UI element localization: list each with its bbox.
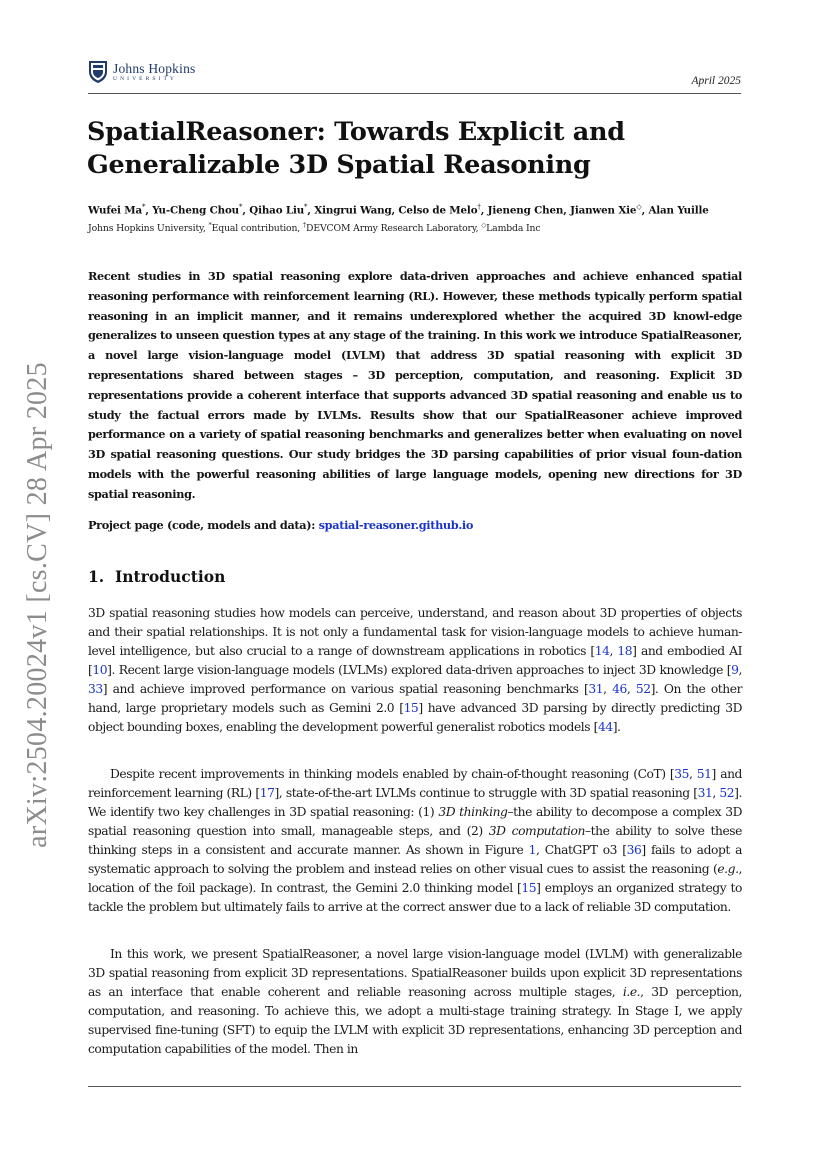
text: , ChatGPT o3 [ bbox=[536, 843, 627, 857]
citation-link[interactable]: 33 bbox=[88, 682, 103, 696]
project-page-line bbox=[88, 518, 473, 532]
text: , bbox=[738, 663, 742, 677]
affiliation-lambda: Lambda Inc bbox=[486, 223, 541, 235]
affiliation-jhu: Johns Hopkins University, bbox=[88, 223, 209, 235]
section-heading bbox=[88, 567, 225, 586]
project-page-label: Project page (code, models and data): bbox=[88, 518, 319, 532]
shield-icon bbox=[88, 60, 108, 84]
logo-name: Johns Hopkins bbox=[113, 60, 196, 76]
paper-title bbox=[87, 116, 737, 182]
citation-link[interactable]: 9 bbox=[731, 663, 739, 677]
text: ] fails to adopt a systematic approach to solving the problem and instead relies on other visual cues to assist the reasoning ( bbox=[88, 843, 742, 876]
text: , 3D perception, computation, and reasoning. To achieve this, we adopt a multi-stage training strategy. In Stage I, we apply supervised fine-tuning (SFT) to equip the LVLM with explicit 3D representations, enhancing 3D perception and computation capabilities of the model. Then in bbox=[88, 985, 742, 1056]
citation-link[interactable]: 10 bbox=[92, 663, 108, 677]
author-name: Jianwen Xie bbox=[570, 204, 637, 217]
emphasis-3d-computation: 3D computation bbox=[488, 824, 585, 838]
intro-paragraph-2 bbox=[88, 765, 742, 917]
author-list: Wufei Ma*, Yu-Cheng Chou*, Qihao Liu*, Xingrui Wang, Celso de Melo†, Jieneng Chen, Jianwen Xie◇, Alan Yuille bbox=[88, 203, 709, 217]
citation-link[interactable]: 52 bbox=[635, 682, 651, 696]
citation-link[interactable]: 31 bbox=[588, 682, 604, 696]
author-mark: † bbox=[477, 203, 481, 211]
citation-link[interactable]: 14 bbox=[594, 644, 610, 658]
section-title: Introduction bbox=[114, 567, 226, 586]
author-mark: * bbox=[304, 203, 308, 211]
text: , bbox=[609, 644, 618, 658]
text: ]. We identify two key challenges in 3D spatial reasoning: (1) bbox=[88, 786, 742, 819]
title-line: SpatialReasoner: Towards Explicit and bbox=[87, 117, 625, 147]
equal-mark: * bbox=[208, 221, 212, 229]
citation-link[interactable]: 17 bbox=[259, 786, 275, 800]
text: ] have advanced 3D parsing by directly predicting 3D object bounding boxes, enabling the development powerful generalist robotics models [ bbox=[88, 701, 742, 734]
intro-paragraph-1 bbox=[88, 604, 742, 737]
author-mark: ◇ bbox=[636, 203, 642, 211]
devcom-mark: † bbox=[302, 221, 307, 229]
section-number: 1. bbox=[88, 567, 105, 586]
citation-link[interactable]: 36 bbox=[626, 843, 642, 857]
text: ]. On the other hand, large proprietary models such as Gemini 2.0 [ bbox=[88, 682, 742, 715]
paper-date: April 2025 bbox=[691, 75, 741, 87]
text: ], state-of-the-art LVLMs continue to struggle with 3D spatial reasoning [ bbox=[274, 786, 698, 800]
text: ] and embodied AI [ bbox=[88, 644, 742, 677]
text: Despite recent improvements in thinking models enabled by chain-of-thought reasoning (CoT) [ bbox=[110, 767, 675, 781]
emphasis-ie: i.e. bbox=[622, 985, 641, 999]
emphasis-eg: e.g. bbox=[717, 862, 739, 876]
author-name: Xingrui Wang bbox=[314, 204, 392, 217]
affiliation-devcom: DEVCOM Army Research Laboratory, bbox=[306, 223, 482, 235]
lambda-mark: ◇ bbox=[481, 221, 487, 229]
equal-contribution-note: Equal contribution, bbox=[211, 223, 303, 235]
header-rule bbox=[88, 93, 741, 94]
text: , bbox=[712, 786, 720, 800]
text: , bbox=[689, 767, 697, 781]
citation-link[interactable]: 18 bbox=[617, 644, 633, 658]
affiliations bbox=[88, 221, 540, 234]
intro-paragraph-3 bbox=[88, 945, 742, 1059]
author-name: Yu-Cheng Chou bbox=[152, 204, 240, 217]
text: ] and achieve improved performance on various spatial reasoning benchmarks [ bbox=[102, 682, 589, 696]
arxiv-identifier: arXiv:2504.20024v1 [cs.CV] 28 Apr 2025 bbox=[22, 361, 53, 848]
figure-link[interactable]: 1 bbox=[528, 843, 536, 857]
arxiv-watermark bbox=[20, 357, 56, 852]
emphasis-3d-thinking: 3D thinking bbox=[438, 805, 508, 819]
text: –the ability to decompose a complex 3D spatial reasoning question into small, manageable steps, and (2) bbox=[88, 805, 742, 838]
text: ] employs an organized strategy to tackle the problem but ultimately fails to arrive at the correct answer due to a lack of reliable 3D computation. bbox=[88, 881, 742, 914]
footer-rule bbox=[88, 1086, 741, 1087]
abstract: Recent studies in 3D spatial reasoning explore data-driven approaches and achieve enhanced spatial reasoning performance with reinforcement learning (RL). However, these methods typically perform spatial reasoning in an implicit manner, and it remains underexplored whether the acquired 3D knowl-edge generalizes to unseen question types at any stage of the training. In this work we introduce SpatialReasoner, a novel large vision-language model (LVLM) that address 3D spatial reasoning with explicit 3D representations shared between stages – 3D perception, computation, and reasoning. Explicit 3D representations provide a coherent interface that supports advanced 3D spatial reasoning and enable us to study the factual errors made by LVLMs. Results show that our SpatialReasoner achieve improved performance on a variety of spatial reasoning benchmarks and generalizes better when evaluating on novel 3D spatial reasoning questions. Our study bridges the 3D parsing capabilities of prior visual foun-dation models with the powerful reasoning abilities of large language models, opening new directions for 3D spatial reasoning. bbox=[88, 269, 742, 501]
author-mark: * bbox=[239, 203, 243, 211]
logo-subtitle: UNIVERSITY bbox=[113, 76, 177, 82]
citation-link[interactable]: 35 bbox=[674, 767, 690, 781]
text: ]. Recent large vision-language models (LVLMs) explored data-driven approaches to inject 3D knowledge [ bbox=[107, 663, 732, 677]
citation-link[interactable]: 31 bbox=[697, 786, 713, 800]
text: , bbox=[626, 682, 636, 696]
text: , location of the foil package). In contrast, the Gemini 2.0 thinking model [ bbox=[88, 862, 742, 895]
text: –the ability to solve these thinking steps in a consistent and accurate manner. As shown in Figure bbox=[88, 824, 742, 857]
text: ] and reinforcement learning (RL) [ bbox=[88, 767, 742, 800]
citation-link[interactable]: 44 bbox=[597, 720, 613, 734]
citation-link[interactable]: 15 bbox=[521, 881, 537, 895]
author-name: Qihao Liu bbox=[249, 204, 305, 217]
author-name: Jieneng Chen bbox=[487, 204, 564, 217]
jhu-logo bbox=[88, 58, 196, 86]
text: , bbox=[603, 682, 613, 696]
text: In this work, we present SpatialReasoner, a novel large vision-language model (LVLM) with generalizable 3D spatial reasoning from explicit 3D representations. SpatialReasoner builds upon explicit 3D representations as an interface that enable coherent and reliable reasoning across multiple stages, bbox=[88, 947, 742, 999]
project-page-link[interactable]: spatial-reasoner.github.io bbox=[318, 518, 474, 532]
title-line: Generalizable 3D Spatial Reasoning bbox=[87, 150, 591, 180]
author-name: Celso de Melo bbox=[398, 204, 478, 217]
author-name: Alan Yuille bbox=[648, 204, 709, 217]
text: ]. bbox=[612, 720, 621, 734]
citation-link[interactable]: 51 bbox=[696, 767, 712, 781]
author-mark: * bbox=[141, 203, 146, 211]
citation-link[interactable]: 46 bbox=[612, 682, 627, 696]
author-name: Wufei Ma bbox=[88, 204, 142, 217]
text: 3D spatial reasoning studies how models can perceive, understand, and reason about 3D properties of objects and their spatial relationships. It is not only a fundamental task for vision-language models to achieve human-level intelligence, but also crucial to a range of downstream applications in robotics [ bbox=[88, 606, 742, 658]
citation-link[interactable]: 52 bbox=[719, 786, 735, 800]
citation-link[interactable]: 15 bbox=[403, 701, 419, 715]
